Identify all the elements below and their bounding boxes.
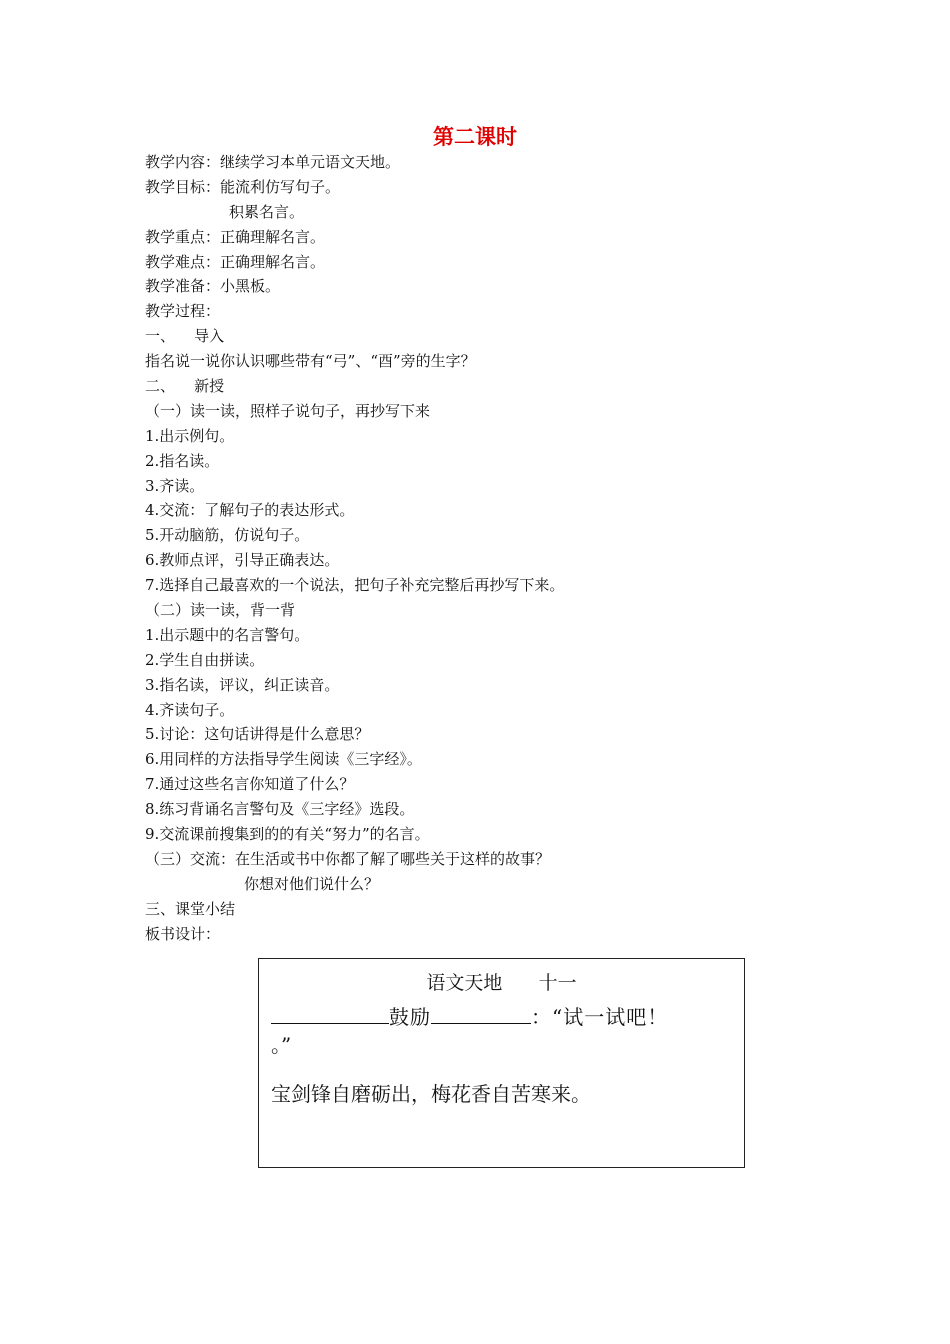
list-item: 3.齐读。 bbox=[145, 476, 205, 495]
list-item: 8.练习背诵名言警句及《三字经》选段。 bbox=[145, 800, 415, 819]
lesson-plan-body bbox=[145, 150, 845, 947]
line-content: 教学内容：继续学习本单元语文天地。 bbox=[145, 153, 401, 171]
section-2-heading: 二、 新授 bbox=[145, 377, 225, 396]
line-preparation: 教学准备：小黑板。 bbox=[145, 277, 281, 296]
list-item: 5.开动脑筋，仿说句子。 bbox=[145, 526, 310, 545]
list-item: 4.交流：了解句子的表达形式。 bbox=[145, 501, 355, 520]
section-1-text: 指名说一说你认识哪些带有“弓”、“酉”旁的生字？ bbox=[145, 352, 476, 371]
blackboard-design-box bbox=[258, 958, 745, 1168]
board-row-end: 。” bbox=[271, 1033, 292, 1057]
section-3-heading: 三、课堂小结 bbox=[145, 899, 236, 918]
board-fill-blank-sentence bbox=[271, 1003, 668, 1031]
blank-line bbox=[431, 1003, 531, 1024]
list-item: 6.教师点评，引导正确表达。 bbox=[145, 551, 340, 570]
subsection-3-heading: （三）交流：在生活或书中你都了解了哪些关于这样的故事？ bbox=[145, 849, 551, 868]
board-mid-word: 鼓励 bbox=[389, 1005, 431, 1029]
list-item: 3.指名读，评议，纠正读音。 bbox=[145, 675, 340, 694]
list-item: 7.通过这些名言你知道了什么？ bbox=[145, 775, 355, 794]
board-row-tail: ：“试一试吧！ bbox=[531, 1005, 669, 1029]
subsection-2-heading: （二）读一读，背一背 bbox=[145, 601, 296, 620]
list-item: 5.讨论：这句话讲得是什么意思？ bbox=[145, 725, 370, 744]
line-goal-2: 积累名言。 bbox=[229, 202, 305, 221]
subsection-1-heading: （一）读一读，照样子说句子，再抄写下来 bbox=[145, 401, 431, 420]
line-process: 教学过程： bbox=[145, 302, 221, 321]
blank-line bbox=[271, 1003, 389, 1024]
subsection-3-text: 你想对他们说什么？ bbox=[244, 874, 380, 893]
list-item: 2.学生自由拼读。 bbox=[145, 650, 265, 669]
board-design-label: 板书设计： bbox=[145, 924, 221, 943]
board-proverb: 宝剑锋自磨砺出，梅花香自苦寒来。 bbox=[271, 1082, 591, 1106]
list-item: 6.用同样的方法指导学生阅读《三字经》。 bbox=[145, 750, 422, 769]
line-goal: 教学目标：能流利仿写句子。 bbox=[145, 177, 341, 196]
list-item: 2.指名读。 bbox=[145, 451, 220, 470]
line-difficulty: 教学难点：正确理解名言。 bbox=[145, 252, 326, 271]
board-title: 语文天地 十一 bbox=[426, 972, 577, 994]
section-1-heading: 一、 导入 bbox=[145, 327, 225, 346]
list-item: 1.出示例句。 bbox=[145, 426, 235, 445]
list-item: 4.齐读句子。 bbox=[145, 700, 235, 719]
page-title: 第二课时 bbox=[433, 124, 517, 149]
list-item: 1.出示题中的名言警句。 bbox=[145, 625, 310, 644]
list-item: 7.选择自己最喜欢的一个说法，把句子补充完整后再抄写下来。 bbox=[145, 576, 565, 595]
list-item: 9.交流课前搜集到的的有关“努力”的名言。 bbox=[145, 825, 430, 844]
line-focus: 教学重点：正确理解名言。 bbox=[145, 227, 326, 246]
